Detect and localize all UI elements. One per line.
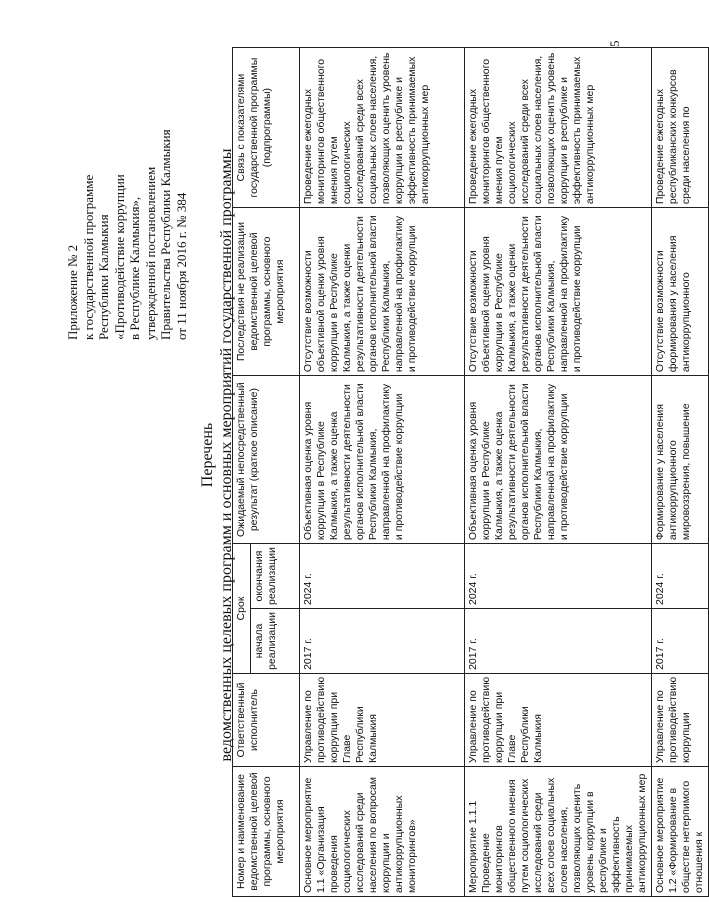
cell-end: 2024 г. bbox=[300, 544, 465, 609]
cell-name: Основное мероприятие 1.2 «Формирование в обществе нетерпимого отношения к bbox=[652, 767, 709, 897]
programs-table bbox=[232, 47, 709, 897]
appendix-header bbox=[65, 40, 189, 340]
header-cell-term: Срок bbox=[233, 544, 251, 674]
cell-result: Формирование у населения антикоррупционного мировоззрения, повышение bbox=[652, 376, 709, 544]
cell-result: Объективная оценка уровня коррупции в Республике Калмыкия, а также оценка результативности деятельности органов исполнительной власти Республики Калмыкия, направленной на профилактику и противодействие коррупции bbox=[465, 376, 652, 544]
cell-executor: Управление по противодействию коррупции при Главе Республики Калмыкия bbox=[300, 673, 465, 766]
header-cell-start: начала реализации bbox=[251, 609, 300, 674]
header-cell-result: Ожидаемый непосредственный результат (краткое описание) bbox=[233, 376, 300, 544]
cell-consequence: Отсутствие возможности объективной оценки уровня коррупции в Республике Калмыкия, а также оценки результативности деятельности органов исполнительной власти Республики Калмыкия, направленной на профилактику и противодействие коррупции bbox=[465, 208, 652, 376]
header-line: Приложение № 2 bbox=[65, 244, 80, 340]
cell-start: 2017 г. bbox=[465, 609, 652, 674]
cell-link: Проведение ежегодных мониторингов общественного мнения путем социологических исследований среди всех социальных слоев населения, позволяющих оценить уровень коррупции в республике и эффективность принимаемых антикоррупционных мер bbox=[300, 48, 465, 208]
cell-end: 2024 г. bbox=[465, 544, 652, 609]
cell-start: 2017 г. bbox=[652, 609, 709, 674]
header-line: Республики Калмыкия bbox=[96, 214, 111, 340]
header-line: к государственной программе bbox=[80, 174, 96, 340]
page-number: 5 bbox=[607, 40, 622, 47]
header-line: от 11 ноября 2016 г. № 384 bbox=[173, 192, 189, 340]
cell-link: Проведение ежегодных мониторингов общественного мнения путем социологических исследований среди всех социальных слоев населения, позволяющих оценить уровень коррупции в республике и эффективность принимаемых антикоррупционных мер bbox=[465, 48, 652, 208]
cell-name: Мероприятие 1.1.1 Проведение мониторингов общественного мнения путем социологических исследований среди всех слоев социальных слоев населения, позволяющих оценить уровень коррупции в республике и эффективность принимаемых антикоррупционных мер bbox=[465, 767, 652, 897]
cell-result: Объективная оценка уровня коррупции в Республике Калмыкия, а также оценка результативности деятельности органов исполнительной власти Республики Калмыкия, направленной на профилактику и противодействие коррупции bbox=[300, 376, 465, 544]
cell-consequence: Отсутствие возможности формирования у населения антикоррупционного bbox=[652, 208, 709, 376]
table-row bbox=[300, 48, 465, 897]
header-line: утвержденной постановлением bbox=[142, 166, 158, 340]
header-cell-consequence: Последствия не реализации ведомственной целевой программы, основного мероприятия bbox=[233, 208, 300, 376]
document-title bbox=[198, 65, 236, 845]
cell-name: Основное мероприятие 1.1 «Организация проведения социологических исследований среди населения по вопросам коррупции и антикоррупционных мониторингов» bbox=[300, 767, 465, 897]
header-cell-name: Номер и наименование ведомственной целевой программы, основного мероприятия bbox=[233, 767, 300, 897]
header-cell-link: Связь с показателями государственной программы (подпрограммы) bbox=[233, 48, 300, 208]
table-header-row bbox=[233, 48, 251, 897]
table-row bbox=[465, 48, 652, 897]
cell-start: 2017 г. bbox=[300, 609, 465, 674]
header-line: «Противодействие коррупции bbox=[111, 174, 127, 340]
cell-consequence: Отсутствие возможности объективной оценки уровня коррупции в Республике Калмыкия, а также оценки результативности деятельности органов исполнительной власти Республики Калмыкия, направленной на профилактику и противодействие коррупции bbox=[300, 208, 465, 376]
cell-executor: Управление по противодействию коррупции при Главе Республики Калмыкия bbox=[465, 673, 652, 766]
title-line-1: Перечень bbox=[199, 422, 216, 488]
cell-executor: Управление по противодействию коррупции bbox=[652, 673, 709, 766]
cell-link: Проведение ежегодных республиканских конкурсов среди населения по bbox=[652, 48, 709, 208]
header-cell-executor: Ответственный исполнитель bbox=[233, 673, 300, 766]
header-line: в Республике Калмыкия», bbox=[127, 196, 142, 340]
cell-end: 2024 г. bbox=[652, 544, 709, 609]
title-line-2: ведомственных целевых программ и основных мероприятий государственной программы bbox=[218, 148, 235, 762]
table-row bbox=[652, 48, 709, 897]
header-line: Правительства Республики Калмыкия bbox=[158, 129, 173, 340]
header-cell-end: окончания реализации bbox=[251, 544, 300, 609]
